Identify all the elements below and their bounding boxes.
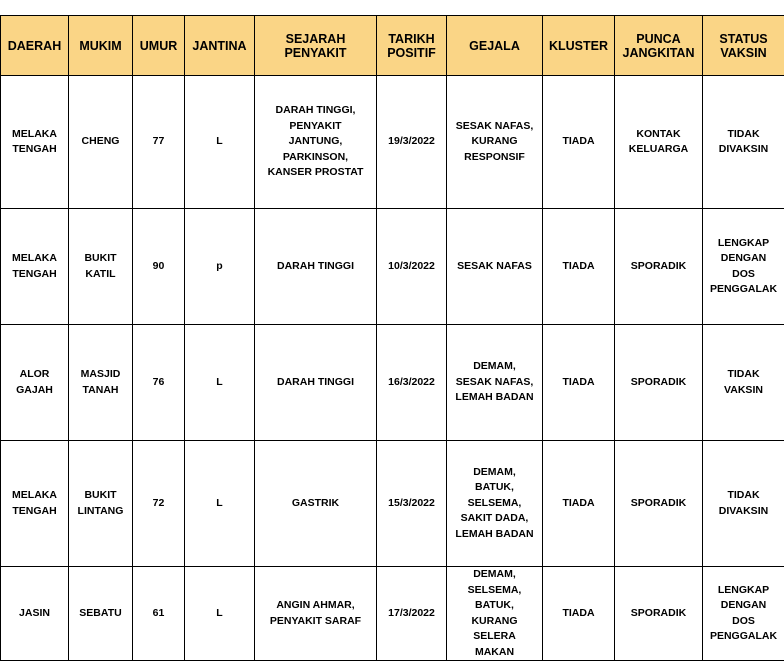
cell-daerah: MELAKA TENGAH <box>1 209 69 325</box>
header-mukim: MUKIM <box>69 16 133 76</box>
cell-umur: 77 <box>133 76 185 209</box>
cell-gejala: SESAK NAFAS <box>447 209 543 325</box>
cell-mukim: MASJID TANAH <box>69 325 133 441</box>
cell-mukim: SEBATU <box>69 567 133 661</box>
header-status-vaksin: STATUS VAKSIN <box>703 16 784 76</box>
cell-mukim: BUKIT LINTANG <box>69 441 133 567</box>
cell-tarikh-positif: 15/3/2022 <box>377 441 447 567</box>
cell-daerah: MELAKA TENGAH <box>1 76 69 209</box>
cell-gejala: SESAK NAFAS, KURANG RESPONSIF <box>447 76 543 209</box>
header-sejarah-penyakit: SEJARAH PENYAKIT <box>255 16 377 76</box>
cell-jantina: L <box>185 325 255 441</box>
cell-jantina: p <box>185 209 255 325</box>
header-umur: UMUR <box>133 16 185 76</box>
cell-kluster: TIADA <box>543 567 615 661</box>
cell-daerah: JASIN <box>1 567 69 661</box>
cell-umur: 61 <box>133 567 185 661</box>
cell-tarikh-positif: 19/3/2022 <box>377 76 447 209</box>
cell-status-vaksin: TIDAK VAKSIN <box>703 325 784 441</box>
cell-daerah: MELAKA TENGAH <box>1 441 69 567</box>
cell-kluster: TIADA <box>543 76 615 209</box>
cell-punca-jangkitan: SPORADIK <box>615 567 703 661</box>
cell-punca-jangkitan: SPORADIK <box>615 325 703 441</box>
table-row <box>1 441 784 567</box>
cell-mukim: BUKIT KATIL <box>69 209 133 325</box>
cell-umur: 76 <box>133 325 185 441</box>
cell-tarikh-positif: 10/3/2022 <box>377 209 447 325</box>
cell-sejarah-penyakit: DARAH TINGGI <box>255 325 377 441</box>
cell-kluster: TIADA <box>543 209 615 325</box>
cell-status-vaksin: LENGKAP DENGAN DOS PENGGALAK <box>703 209 784 325</box>
header-row <box>1 16 784 76</box>
cell-status-vaksin: TIDAK DIVAKSIN <box>703 441 784 567</box>
cell-gejala: DEMAM, SESAK NAFAS, LEMAH BADAN <box>447 325 543 441</box>
cell-punca-jangkitan: KONTAK KELUARGA <box>615 76 703 209</box>
header-daerah: DAERAH <box>1 16 69 76</box>
cell-tarikh-positif: 16/3/2022 <box>377 325 447 441</box>
cell-sejarah-penyakit: DARAH TINGGI <box>255 209 377 325</box>
header-gejala: GEJALA <box>447 16 543 76</box>
table-row <box>1 209 784 325</box>
cell-punca-jangkitan: SPORADIK <box>615 209 703 325</box>
cell-status-vaksin: TIDAK DIVAKSIN <box>703 76 784 209</box>
cell-jantina: L <box>185 76 255 209</box>
cell-punca-jangkitan: SPORADIK <box>615 441 703 567</box>
cell-umur: 90 <box>133 209 185 325</box>
cell-jantina: L <box>185 567 255 661</box>
cell-mukim: CHENG <box>69 76 133 209</box>
header-punca-jangkitan: PUNCA JANGKITAN <box>615 16 703 76</box>
cell-tarikh-positif: 17/3/2022 <box>377 567 447 661</box>
cell-kluster: TIADA <box>543 441 615 567</box>
cell-sejarah-penyakit: GASTRIK <box>255 441 377 567</box>
table-row <box>1 76 784 209</box>
cell-status-vaksin: LENGKAP DENGAN DOS PENGGALAK <box>703 567 784 661</box>
cell-gejala: DEMAM, SELSEMA, BATUK, KURANG SELERA MAKAN <box>447 567 543 661</box>
cell-sejarah-penyakit: DARAH TINGGI, PENYAKIT JANTUNG, PARKINSON, KANSER PROSTAT <box>255 76 377 209</box>
header-jantina: JANTINA <box>185 16 255 76</box>
table-row <box>1 567 784 661</box>
cell-umur: 72 <box>133 441 185 567</box>
cell-jantina: L <box>185 441 255 567</box>
case-table <box>0 15 784 661</box>
cell-sejarah-penyakit: ANGIN AHMAR, PENYAKIT SARAF <box>255 567 377 661</box>
cell-gejala: DEMAM, BATUK, SELSEMA, SAKIT DADA, LEMAH BADAN <box>447 441 543 567</box>
cell-daerah: ALOR GAJAH <box>1 325 69 441</box>
header-tarikh-positif: TARIKH POSITIF <box>377 16 447 76</box>
header-kluster: KLUSTER <box>543 16 615 76</box>
table-row <box>1 325 784 441</box>
cell-kluster: TIADA <box>543 325 615 441</box>
